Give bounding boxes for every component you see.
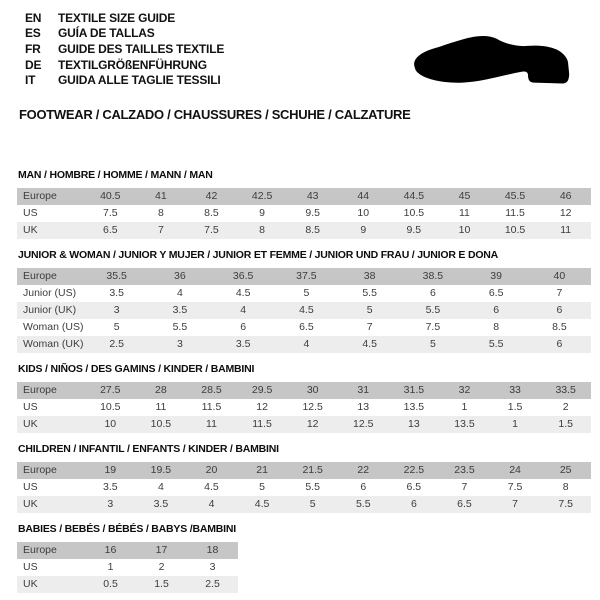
size-value: 10 [458,224,471,236]
size-value: 11.5 [201,401,222,413]
size-value: 27.5 [100,384,121,396]
table-row [17,268,591,285]
table-row [17,542,238,559]
size-value: 4.5 [204,481,219,493]
category-heading: FOOTWEAR / CALZADO / CHAUSSURES / SCHUHE / CALZATURE [19,107,411,122]
size-table-section [17,444,591,513]
size-table [17,188,591,239]
size-value: 44.5 [403,190,425,202]
size-value: 33.5 [555,384,576,396]
size-value: 10.5 [403,207,425,219]
language-list [25,10,224,88]
language-code: ES [25,26,41,41]
size-value: 5.5 [425,304,441,316]
size-value: 6 [429,287,436,299]
size-table [17,382,591,433]
size-value: 10.5 [100,401,121,413]
size-value: 1.5 [558,418,573,430]
size-value: 7 [512,498,518,510]
size-value: 18 [206,544,219,556]
row-label: UK [23,418,38,430]
table-row [17,222,591,239]
row-label: Europe [23,270,57,282]
size-value: 7.5 [507,481,523,493]
table-row [17,462,591,479]
size-value: 36.5 [232,270,254,282]
size-value: 6 [360,481,367,493]
table-title: JUNIOR & WOMAN / JUNIOR Y MUJER / JUNIOR ET FEMME / JUNIOR UND FRAU / JUNIOR E DONA [18,249,499,261]
size-value: 4 [240,304,247,316]
size-value: 22.5 [403,464,425,476]
size-table-section [17,170,591,239]
size-value: 41 [155,190,167,202]
table-title: KIDS / NIÑOS / DES GAMINS / KINDER / BAMBINI [18,363,255,375]
size-value: 4.5 [254,498,270,510]
size-value: 20 [205,464,218,476]
table-row [17,319,591,336]
size-value: 43 [306,190,319,202]
size-value: 40.5 [100,190,121,202]
row-label: Europe [23,464,57,476]
size-value: 2.5 [109,338,124,350]
size-table-section [17,524,591,593]
table-title: BABIES / BEBÉS / BÉBÉS / BABYS /BAMBINI [18,523,236,535]
table-row [17,188,591,205]
size-value: 1.5 [154,578,169,590]
size-value: 33 [509,384,521,396]
size-value: 12 [306,418,319,430]
size-value: 3 [176,338,183,350]
row-label: Junior (UK) [23,304,77,316]
size-value: 9 [360,224,367,236]
size-value: 24 [509,464,521,476]
size-value: 5 [366,304,373,316]
size-value: 11 [560,224,572,236]
language-code: DE [25,57,42,72]
size-value: 40 [553,270,566,282]
table-row [17,302,591,319]
size-value: 5 [259,481,265,493]
size-value: 3 [209,561,216,573]
language-row [25,26,224,42]
table-row [17,416,591,433]
size-table-section [17,364,591,433]
row-label: US [23,481,38,493]
size-value: 22 [357,464,370,476]
size-value: 8 [157,207,164,219]
size-value: 30 [306,384,319,396]
size-value: 12.5 [353,418,374,430]
size-value: 36 [174,270,186,282]
row-label: Europe [23,544,57,556]
size-value: 3 [113,304,120,316]
size-table [17,268,591,353]
size-value: 4 [176,287,183,299]
size-value: 8.5 [204,207,219,219]
size-value: 29.5 [251,384,273,396]
row-label: Junior (US) [23,287,77,299]
size-value: 3.5 [153,498,169,510]
size-value: 5.5 [355,498,371,510]
size-value: 25 [559,464,572,476]
table-row [17,285,591,302]
language-row [25,41,224,57]
size-value: 13 [408,418,420,430]
size-value: 42.5 [251,190,273,202]
language-row [25,57,224,73]
size-value: 19 [104,464,117,476]
size-value: 10.5 [504,224,526,236]
size-value: 10 [357,207,370,219]
table-title: CHILDREN / INFANTIL / ENFANTS / KINDER / BAMBINI [18,443,279,455]
size-value: 17 [155,544,168,556]
size-value: 4.5 [362,338,377,350]
language-row [25,72,224,88]
size-value: 45.5 [504,190,526,202]
size-value: 7.5 [558,498,573,510]
size-value: 42 [205,190,218,202]
table-row [17,205,591,222]
size-value: 2.5 [205,578,220,590]
size-value: 11 [206,418,217,430]
size-value: 5.5 [305,481,320,493]
size-value: 6.5 [457,498,472,510]
language-label: TEXTILGRÖßENFÜHRUNG [58,57,207,72]
size-value: 7.5 [102,207,118,219]
shoe-icon [396,20,576,96]
row-label: US [23,401,38,413]
table-row [17,336,591,353]
size-value: 2 [562,401,569,413]
size-value: 45 [458,190,471,202]
size-value: 11.5 [252,418,272,430]
size-value: 10.5 [150,418,172,430]
size-value: 12.5 [302,401,323,413]
size-value: 23.5 [454,464,475,476]
size-value: 5.5 [488,338,504,350]
size-value: 9.5 [305,207,320,219]
size-value: 11.5 [505,207,525,219]
size-value: 28 [155,384,167,396]
size-value: 8 [493,321,500,333]
size-value: 13.5 [454,418,475,430]
size-value: 1.5 [507,401,523,413]
size-value: 13 [357,401,370,413]
size-value: 1 [461,401,468,413]
size-value: 6.5 [406,481,422,493]
table-row [17,576,238,593]
size-value: 6.5 [102,224,118,236]
row-label: Europe [23,384,57,396]
size-value: 9.5 [406,224,422,236]
size-value: 6 [493,304,500,316]
size-value: 11 [155,401,167,413]
size-value: 4.5 [235,287,251,299]
table-row [17,382,591,399]
size-table [17,462,591,513]
size-value: 3.5 [235,338,251,350]
size-value: 4 [208,498,215,510]
size-value: 12 [256,401,268,413]
row-label: UK [23,498,38,510]
row-label: US [23,207,38,219]
size-value: 31 [357,384,370,396]
size-value: 32 [458,384,471,396]
size-value: 7.5 [425,321,441,333]
size-value: 8.5 [305,224,320,236]
size-value: 3 [107,498,114,510]
size-value: 3.5 [109,287,124,299]
size-value: 7.5 [204,224,219,236]
size-value: 5 [303,287,310,299]
row-label: Woman (US) [23,321,84,333]
size-value: 7 [461,481,468,493]
row-label: US [23,561,38,573]
language-code: EN [25,10,42,25]
language-code: IT [25,73,36,88]
size-value: 1 [512,418,518,430]
language-row [25,10,224,26]
size-value: 38.5 [422,270,444,282]
size-value: 5 [113,321,120,333]
size-value: 11 [459,207,470,219]
size-tables [17,170,591,600]
size-value: 5.5 [172,321,188,333]
table-row [17,496,591,513]
size-value: 6.5 [488,287,504,299]
row-label: UK [23,224,38,236]
language-code: FR [25,41,41,56]
size-value: 6 [240,321,247,333]
size-value: 7 [556,287,563,299]
size-value: 21.5 [302,464,323,476]
size-value: 4 [303,338,310,350]
size-value: 6.5 [299,321,314,333]
size-value: 21 [256,464,268,476]
size-value: 37.5 [296,270,317,282]
size-value: 39 [490,270,502,282]
size-value: 28.5 [201,384,222,396]
language-label: TEXTILE SIZE GUIDE [58,10,176,25]
size-value: 4 [157,481,164,493]
size-table-section [17,250,591,353]
size-value: 6 [556,338,563,350]
table-row [17,399,591,416]
size-value: 4.5 [299,304,314,316]
size-value: 0.5 [103,578,118,590]
size-value: 5 [429,338,436,350]
size-value: 46 [559,190,572,202]
size-value: 19.5 [150,464,172,476]
size-value: 38 [363,270,376,282]
size-value: 44 [357,190,370,202]
table-row [17,559,238,576]
language-label: GUIDA ALLE TAGLIE TESSILI [58,73,221,88]
size-value: 35.5 [106,270,127,282]
language-label: GUÍA DE TALLAS [58,26,155,41]
table-title: MAN / HOMBRE / HOMME / MANN / MAN [18,169,213,181]
size-value: 8.5 [552,321,567,333]
size-value: 3.5 [102,481,118,493]
size-value: 16 [104,544,117,556]
size-value: 12 [559,207,572,219]
size-value: 5.5 [362,287,377,299]
size-value: 1 [107,561,114,573]
row-label: Europe [23,190,57,202]
size-value: 13.5 [403,401,425,413]
size-table [17,542,238,593]
size-value: 5 [309,498,316,510]
row-label: Woman (UK) [23,338,84,350]
size-value: 7 [157,224,164,236]
size-value: 3.5 [172,304,188,316]
size-value: 2 [158,561,165,573]
size-value: 10 [104,418,117,430]
size-value: 8 [562,481,569,493]
language-label: GUIDE DES TAILLES TEXTILE [58,41,225,56]
size-value: 6 [410,498,417,510]
row-label: UK [23,578,38,590]
size-value: 6 [556,304,563,316]
size-value: 9 [259,207,265,219]
table-row [17,479,591,496]
size-value: 8 [259,224,265,236]
size-value: 31.5 [403,384,425,396]
size-value: 7 [366,321,373,333]
